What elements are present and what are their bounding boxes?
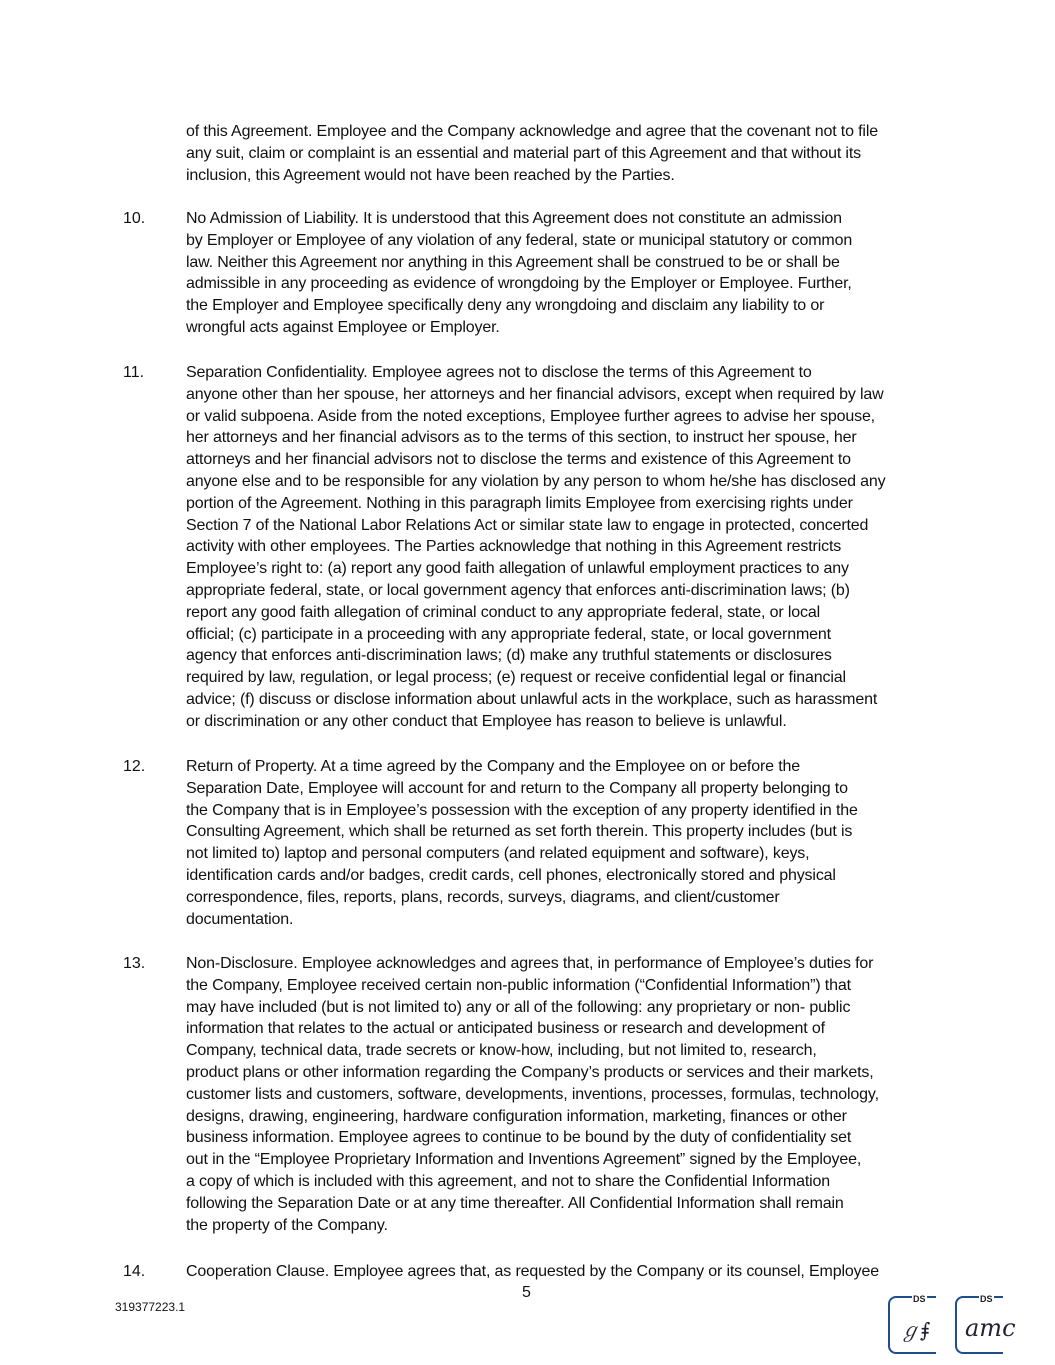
text-line: Separation Confidentiality. Employee agrees not to disclose the terms of this Agreement to <box>186 364 812 381</box>
text-line: business information. Employee agrees to continue to be bound by the duty of confidentiality set <box>186 1129 852 1147</box>
text-line: following the Separation Date or at any time thereafter. All Confidential Information shall remain <box>186 1194 844 1212</box>
text-line: a copy of which is included with this agreement, and not to share the Confidential Information <box>186 1172 831 1190</box>
section-text <box>186 362 886 733</box>
initials-stamp-2 <box>955 1294 1016 1354</box>
text-line: her attorneys and her financial advisors as to the terms of this section, to instruct her spouse, her <box>186 429 857 447</box>
text-line: appropriate federal, state, or local government agency that enforces anti-discrimination laws; (b) <box>186 581 850 599</box>
text-line: anyone other than her spouse, her attorneys and her financial advisors, except when required by law <box>186 385 884 403</box>
text-line: documentation. <box>186 910 294 928</box>
text-line: designs, drawing, engineering, hardware configuration information, marketing, finances or other <box>186 1107 847 1125</box>
initials-stamp-1 <box>888 1296 936 1354</box>
text-line: Non-Disclosure. Employee acknowledges and agrees that, in performance of Employee’s duties for <box>186 955 874 972</box>
text-line: anyone else and to be responsible for any violation by any person to whom he/she has disclosed any <box>186 472 886 490</box>
text-line: Employee’s right to: (a) report any good faith allegation of unlawful employment practices to any <box>186 560 849 578</box>
text-line: attorneys and her financial advisors not to disclose the terms and existence of this Agreement to <box>186 451 851 469</box>
text-line: Section 7 of the National Labor Relations Act or similar state law to engage in protected, concerted <box>186 516 869 534</box>
section-number: 10. <box>123 210 146 227</box>
ds-label: DS <box>980 1294 993 1304</box>
section-text <box>186 953 879 1236</box>
text-line: customer lists and customers, software, developments, inventions, processes, formulas, technology, <box>186 1085 879 1103</box>
section-number: 11. <box>123 364 145 381</box>
text-line: No Admission of Liability. It is understood that this Agreement does not constitute an admission <box>186 210 842 227</box>
text-line: Return of Property. At a time agreed by the Company and the Employee on or before the <box>186 758 800 775</box>
text-line: activity with other employees. The Parties acknowledge that nothing in this Agreement restricts <box>186 538 842 556</box>
text-line: agency that enforces anti-discrimination laws; (d) make any truthful statements or disclosures <box>186 647 832 665</box>
text-line: identification cards and/or badges, credit cards, cell phones, electronically stored and physical <box>186 866 836 884</box>
text-line: may have included (but is not limited to) any or all of the following: any proprietary or non- public <box>186 998 851 1016</box>
text-line: information that relates to the actual or anticipated business or research and development of <box>186 1020 825 1038</box>
text-line: report any good faith allegation of criminal conduct to any appropriate federal, state, or local <box>186 603 820 621</box>
section-text <box>186 121 878 186</box>
section-text <box>186 756 858 930</box>
text-line: the Employer and Employee specifically deny any wrongdoing and disclaim any liability to or <box>186 297 825 315</box>
text-line: any suit, claim or complaint is an essential and material part of this Agreement and that without its <box>186 144 861 162</box>
text-line: portion of the Agreement. Nothing in this paragraph limits Employee from exercising rights under <box>186 494 853 512</box>
page-number: 5 <box>522 1284 531 1301</box>
text-line: not limited to) laptop and personal computers (and related equipment and software), keys, <box>186 845 810 863</box>
text-line: correspondence, files, reports, plans, records, surveys, diagrams, and client/customer <box>186 888 780 906</box>
text-line: inclusion, this Agreement would not have been reached by the Parties. <box>186 166 675 184</box>
text-line: Separation Date, Employee will account for and return to the Company all property belonging to <box>186 779 848 797</box>
document-id: 319377223.1 <box>115 1300 186 1314</box>
text-line: out in the “Employee Proprietary Information and Inventions Agreement” signed by the Employee, <box>186 1151 862 1169</box>
text-line: Cooperation Clause. Employee agrees that, as requested by the Company or its counsel, Employee <box>186 1263 879 1280</box>
text-line: the property of the Company. <box>186 1216 388 1234</box>
text-line: official; (c) participate in a proceeding with any appropriate federal, state, or local government <box>186 625 831 643</box>
initials-signature: amc <box>965 1314 1016 1342</box>
text-line: the Company that is in Employee’s possession with the exception of any property identified in the <box>186 801 858 819</box>
section-number: 12. <box>123 758 146 775</box>
section-text <box>186 208 852 339</box>
text-line: required by law, regulation, or legal process; (e) request or receive confidential legal or financial <box>186 669 846 687</box>
text-line: advice; (f) discuss or disclose information about unlawful acts in the workplace, such as harassment <box>186 690 878 708</box>
text-line: Company, technical data, trade secrets or know-how, including, but not limited to, research, <box>186 1042 817 1060</box>
section-number: 14. <box>123 1263 146 1280</box>
text-line: or discrimination or any other conduct that Employee has reason to believe is unlawful. <box>186 712 787 730</box>
section-number: 13. <box>123 955 146 972</box>
text-line: of this Agreement. Employee and the Company acknowledge and agree that the covenant not to file <box>186 123 878 140</box>
text-line: admissible in any proceeding as evidence of wrongdoing by the Employer or Employee. Further, <box>186 275 852 293</box>
text-line: Consulting Agreement, which shall be returned as set forth therein. This property includes (but is <box>186 823 853 841</box>
ds-label: DS <box>913 1294 926 1304</box>
section-text <box>186 1261 879 1283</box>
initials-signature: ℊ⨎ <box>900 1318 931 1342</box>
text-line: law. Neither this Agreement nor anything in this Agreement shall be construed to be or shall be <box>186 253 840 271</box>
text-line: by Employer or Employee of any violation of any federal, state or municipal statutory or common <box>186 231 853 249</box>
text-line: product plans or other information regarding the Company’s products or services and their markets, <box>186 1063 874 1081</box>
text-line: wrongful acts against Employee or Employer. <box>186 318 500 336</box>
text-line: or valid subpoena. Aside from the noted exceptions, Employee further agrees to advise her spouse, <box>186 407 875 425</box>
text-line: the Company, Employee received certain non-public information (“Confidential Information”) that <box>186 976 851 994</box>
